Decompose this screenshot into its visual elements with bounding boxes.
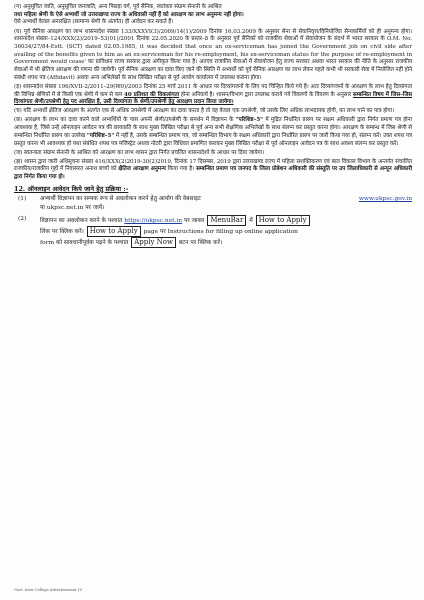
clause-ch: (च) यदि अभ्यर्थी क्षैतिज आरक्षण के अंतर्गत एक से अधिक उपश्रेणी में आरक्षण का दावा करता है तो वह केवल एक उपश्रेणी, जो उसके लिए अधिक लाभदायक होगी, का लाभ पाने का पात्र होगा। (14, 108, 395, 115)
clause-g: (ग) अनुसूचित जाति, अनुसूचित जनजाति, अन्य पिछड़ा वर्ग, पूर्व सैनिक, स्वतंत्रता संग्राम सेनानी के आश्रित तथा महिला श्रेणी के ऐसे अभ्यर्थी जो उत्तराखण्ड राज्य के अधिवासी नहीं हैं को आरक्षण का लाभ अनुमन्य नहीं होगा। ऐसे अभ्यर्थी केवल अनारक्षित (सामान्य श्रेणी के अंतर्गत) ही आवेदन कर सकते हैं। (14, 4, 244, 26)
menubar-button[interactable]: MenuBar (207, 215, 246, 226)
clause-j: (ज) स्वतन्त्रता संग्राम सेनानी के आश्रित को आरक्षण का लाभ शासन द्वारा निर्गत प्रचलित शासनादेशों के आधार पर दिया जायेगा। (14, 149, 265, 156)
certificate-bold-text: सम्बन्धित प्रमाण पत्र जनपद के जिला प्रोबेशन अधिकारी की संस्तुति पर उप जिलाधिकारी से अन्यून अधिकारी द्वारा निर्गत किया गया हो। (14, 166, 413, 181)
document-page (14, 4, 412, 250)
how-to-apply-button[interactable]: How to Apply (256, 215, 310, 226)
step-number: (1) (18, 195, 27, 202)
steps-list (14, 195, 412, 248)
step-2: (2) विज्ञापन का अवलोकन करने के पश्चात https://ukpsc.net.in पर जाकर MenuBar में How to Apply लिंक पर क्लिक करें। How to Apply page पर Instructions for filling up online application form को सावधानीपूर्वक पढ़ने के पश्चात Apply Now बटन पर क्लिक करें। (14, 215, 412, 248)
how-to-apply-page-button[interactable]: How to Apply (87, 226, 141, 237)
clause-gh: (घ) पूर्व सैनिक आरक्षण का लाभ शासनादेश संख्या 133/XXXVI(3)/2009/14(1)/2009 दिनांक 16.03.2009 के अनुसार सेना से सेवानिवृत्त/विनियोजित सैन्यकर्मियों को ही अनुमन्य होगा। शासनादेश संख्या–124/XXX(2)/2019–53(01)/2001 दिनांक 22.05.2020 के प्रस्तर–8 के अनुसार पूर्व सैनिकों को राजकीय सेवाओं में सेवायोजन के संदर्भ में भारत सरकार के O.M. No. 36034/27/84-Estt. (SCT) dated 02.05.1985, it was decided that once an ex-serviceman has joined the Government job on civil side after availing of the benefits given to him as an ex-serviceman for his re-employment, his ex-serviceman status for the purpose of re-employment in Government would cease' का प्राविधान राज्य सरकार द्वारा अंगीकृत किया गया है। अतएव राजकीय सेवाओं में सेवायोजन हेतु राज्य सरकार अथवा भारत सरकार की नीति के अनुसार राजकीय सेवाओं में भी क्षैतिज आरक्षण की गणना की जायेगी। पूर्व सैनिक आरक्षण का दावा किए जाने की स्थिति में अभ्यर्थी को पूर्व सैनिक आरक्षण का लाभ लेकर पहले कभी भी सरकारी सेवा में नियोजित नहीं होने संबंधी शपथ पत्र (Affidavit) अथवा अन्य अभिलेखों के साथ लिखित परीक्षा से पूर्व आयोग कार्यालय में उपलब्ध कराना होगा। (14, 28, 412, 81)
clause-chh: (छ) आरक्षण के लाभ का दावा करने वाले अभ्यर्थियों के पास अपनी श्रेणी/उपश्रेणी के समर्थन में विज्ञापन के "परिशिष्ट–5" में मुद्रित निर्धारित प्रारुप पर सक्षम अधिकारी द्वारा निर्गत प्रमाण पत्र होना आवश्यक है, जिसे उन्हें ऑनलाइन आवेदन पत्र की छायाप्रति के साथ मुख्य लिखित परीक्षा से पूर्व अन्य सभी शैक्षणिक अभिलेखों के साथ संलग्न कर प्रस्तुत करना होगा। आरक्षण के सम्बन्ध में जिस श्रेणी से सम्बन्धित निर्धारित प्रारुप का उल्लेख "परिशिष्ट–5" में नहीं है, उसके सम्बन्धित प्रमाण पत्र, जो सम्बन्धित विभाग के सक्षम अधिकारी द्वारा निर्धारित प्रारुप पर जारी किया गया हो, संलग्न करें। उक्त शपथ पत्र प्रस्तुत करना भी आवश्यक हो यथा संबंधित शपथ पत्र मजिस्ट्रेट अथवा नोटरी द्वारा विधिवत प्रमाणित कराकर मुख्य लिखित परीक्षा से पूर्व ऑनलाइन आवेदन पत्र के साथ अवश्य संलग्न कर प्रस्तुत करें। (14, 117, 412, 147)
divyang-bold-text: सम्बन्धित विषय में जिस–जिस दिव्यांगता श्रेणी/उपश्रेणी हेतु पद आरक्षित है, उसी दिव्यांगता के श्रेणी/उपश्रेणी हेतु आरक्षण प्रदान किया जायेगा। (14, 91, 412, 106)
section-heading: 12. ऑनलाइन आवेदन किये जाने हेतु प्रक्रिया :- (14, 184, 129, 193)
application-link[interactable]: https://ukpsc.net.in (124, 217, 183, 224)
website-link[interactable]: www.ukpsc.gov.in (358, 195, 412, 202)
page-footer: Govt. Inter College Advertisement 10 (14, 588, 83, 592)
apply-now-button[interactable]: Apply Now (131, 237, 176, 248)
clause-jh: (झ) शासन द्वारा जारी अधिसूचना संख्या 416/XXX(2)2019-30(2)2019, दिनांक 17 दिसम्बर, 2019 द्वारा उत्तराखण्ड राज्य में महिला सशक्तिकरण एवं बाल विकास विभाग के अन्तर्गत संचालित राजकीय/राजकीय गृहों में निवासरत अनाथ बच्चों को क्षैतिज आरक्षण अनुमन्य किया गया है। सम्बन्धित प्रमाण पत्र जनपद के जिला प्रोबेशन अधिकारी की संस्तुति पर उप जिलाधिकारी से अन्यून अधिकारी द्वारा निर्गत किया गया हो। (14, 158, 413, 181)
step-1: (1) अभ्यर्थी विज्ञापन का सम्यक रूप से अवलोकन करने हेतु आयोग की वेबसाइट www.ukpsc.gov.in या ukpsc.net.in पर जायें। (14, 195, 412, 213)
clause-g-bold: तथा महिला श्रेणी के ऐसे अभ्यर्थी जो उत्तराखण्ड राज्य के अधिवासी नहीं हैं को आरक्षण का लाभ अनुमन्य नहीं होगा। (14, 11, 244, 18)
step-number: (2) (18, 215, 27, 222)
clause-ng: (ड़) शासनादेश संख्या 196/XVII-2/2011–29(सा0)/2003 दिनांक 25 मार्च 2011 के आधार पर दिव्यांगजनों के लिए पद चिन्हित किये गये हैं। अतः दिव्यांगजनों के आरक्षण के लाभ हेतु दिव्यांगता की विभिन्न श्रेणियों में से किसी एक श्रेणी में कम से कम 40 प्रतिशत की विकलांगता होना अनिवार्य है। शासन/विभाग द्वारा उपलब्ध कराये गये विवरणों के विवरण के अनुसार सम्बन्धित विषय में जिस–जिस दिव्यांगता श्रेणी/उपश्रेणी हेतु पद आरक्षित है, उसी दिव्यांगता के श्रेणी/उपश्रेणी हेतु आरक्षण प्रदान किया जायेगा। (14, 83, 412, 106)
